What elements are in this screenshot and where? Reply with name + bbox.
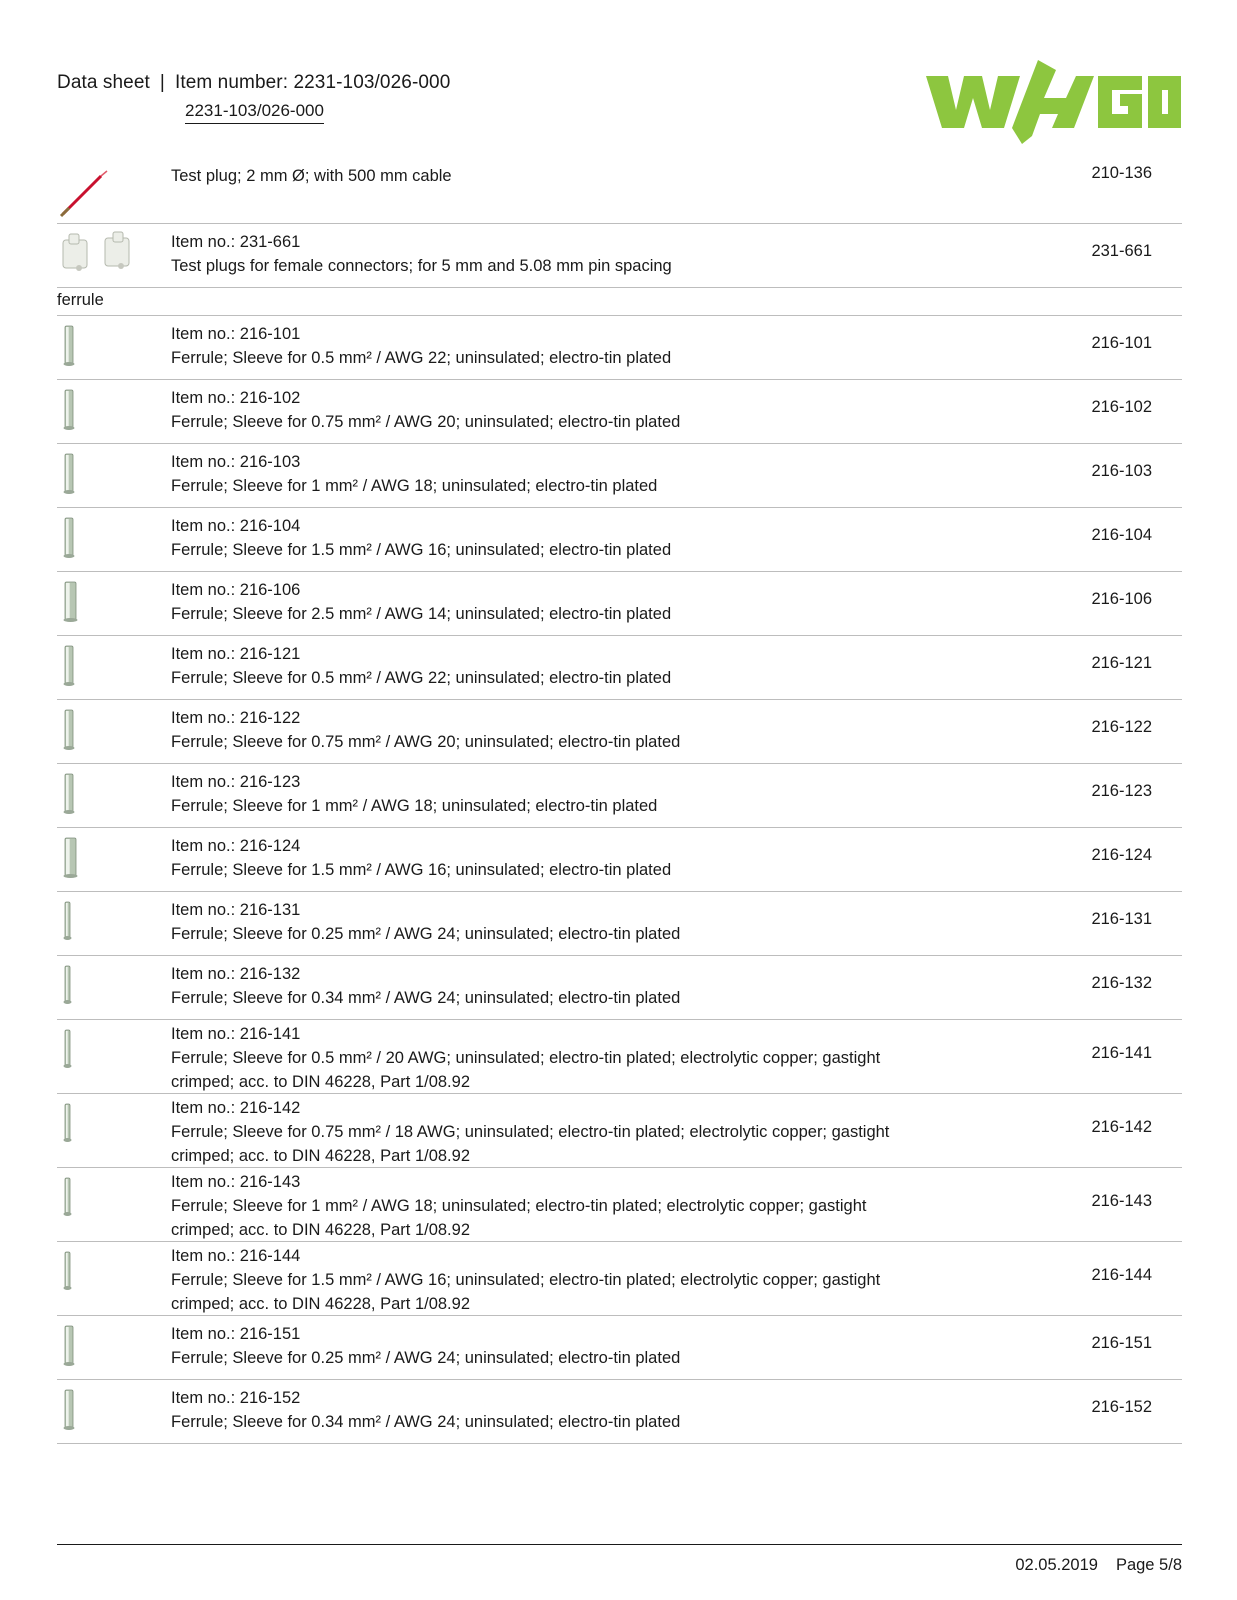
item-code: 216-141 xyxy=(1091,1044,1152,1062)
item-code: 216-123 xyxy=(1091,782,1152,800)
item-description: Ferrule; Sleeve for 1 mm² / AWG 18; uninsulated; electro-tin plated xyxy=(171,477,658,495)
ferrule-icon xyxy=(57,578,167,630)
list-item xyxy=(57,892,1182,956)
item-description-block xyxy=(171,898,931,946)
item-description-block xyxy=(171,1170,931,1242)
list-item xyxy=(57,828,1182,892)
item-description: Ferrule; Sleeve for 0.75 mm² / 18 AWG; uninsulated; electro-tin plated; electrolytic copper; gastight crimped; acc. to DIN 46228, Part 1/08.92 xyxy=(171,1123,890,1165)
footer-date: 02.05.2019 xyxy=(1015,1556,1098,1574)
ferrule-icon xyxy=(57,834,167,886)
list-item xyxy=(57,1316,1182,1380)
ferrule-icon xyxy=(57,962,167,1014)
item-title: Item no.: 216-132 xyxy=(171,965,301,983)
item-description: Ferrule; Sleeve for 0.5 mm² / 20 AWG; uninsulated; electro-tin plated; electrolytic copper; gastight crimped; acc. to DIN 46228, Part 1/08.92 xyxy=(171,1049,881,1091)
item-title: Item no.: 216-144 xyxy=(171,1247,301,1265)
doc-type: Data sheet xyxy=(57,72,150,93)
item-title: Item no.: 216-106 xyxy=(171,581,301,599)
list-item xyxy=(57,380,1182,444)
title-separator: | xyxy=(159,72,165,93)
item-code: 216-102 xyxy=(1091,398,1152,416)
item-code: 216-132 xyxy=(1091,974,1152,992)
ferrule-icon xyxy=(57,322,167,374)
page-title xyxy=(57,72,450,94)
list-item xyxy=(57,1020,1182,1094)
item-code: 216-124 xyxy=(1091,846,1152,864)
ferrule-icon xyxy=(57,1322,167,1374)
item-title: Item no.: 216-131 xyxy=(171,901,301,919)
item-code: 216-121 xyxy=(1091,654,1152,672)
item-description: Ferrule; Sleeve for 0.34 mm² / AWG 24; uninsulated; electro-tin plated xyxy=(171,989,681,1007)
ferrule-icon xyxy=(57,898,167,950)
ferrule-icon xyxy=(57,386,167,438)
item-code: 216-122 xyxy=(1091,718,1152,736)
item-description: Test plug; 2 mm Ø; with 500 mm cable xyxy=(171,167,452,185)
footer-page: Page 5/8 xyxy=(1115,1556,1182,1574)
list-item xyxy=(57,1242,1182,1316)
item-code: 231-661 xyxy=(1091,242,1152,260)
item-number-label: Item number: 2231-103/026-000 xyxy=(174,72,451,93)
item-title: Item no.: 216-101 xyxy=(171,325,301,343)
item-description-block xyxy=(171,578,931,626)
item-description: Ferrule; Sleeve for 1.5 mm² / AWG 16; uninsulated; electro-tin plated xyxy=(171,541,672,559)
item-code: 216-106 xyxy=(1091,590,1152,608)
item-description: Ferrule; Sleeve for 0.25 mm² / AWG 24; uninsulated; electro-tin plated xyxy=(171,925,681,943)
list-item xyxy=(57,1094,1182,1168)
item-description-block xyxy=(171,1386,931,1434)
item-code: 216-101 xyxy=(1091,334,1152,352)
item-description-block xyxy=(171,230,931,278)
item-title: Item no.: 216-141 xyxy=(171,1025,301,1043)
item-code: 216-104 xyxy=(1091,526,1152,544)
item-title: Item no.: 216-103 xyxy=(171,453,301,471)
item-title: Item no.: 216-104 xyxy=(171,517,301,535)
item-description: Ferrule; Sleeve for 0.5 mm² / AWG 22; uninsulated; electro-tin plated xyxy=(171,349,672,367)
list-item xyxy=(57,636,1182,700)
item-description: Test plugs for female connectors; for 5 mm and 5.08 mm pin spacing xyxy=(171,257,672,275)
ferrule-icon xyxy=(57,514,167,566)
item-title: Item no.: 216-123 xyxy=(171,773,301,791)
item-title: Item no.: 216-151 xyxy=(171,1325,301,1343)
item-title: Item no.: 216-102 xyxy=(171,389,301,407)
item-code: 216-131 xyxy=(1091,910,1152,928)
item-code: 216-103 xyxy=(1091,462,1152,480)
item-description-block xyxy=(171,514,931,562)
ferrule-icon xyxy=(57,706,167,758)
red-test-plug-icon xyxy=(57,170,167,222)
item-title: Item no.: 216-152 xyxy=(171,1389,301,1407)
item-description: Ferrule; Sleeve for 0.5 mm² / AWG 22; uninsulated; electro-tin plated xyxy=(171,669,672,687)
item-title: Item no.: 216-143 xyxy=(171,1173,301,1191)
list-item xyxy=(57,508,1182,572)
ferrule-icon xyxy=(57,642,167,694)
item-title: Item no.: 216-142 xyxy=(171,1099,301,1117)
item-description-block xyxy=(171,770,931,818)
item-title: Item no.: 216-122 xyxy=(171,709,301,727)
ferrule-icon xyxy=(57,1100,167,1152)
item-description: Ferrule; Sleeve for 0.34 mm² / AWG 24; uninsulated; electro-tin plated xyxy=(171,1413,681,1431)
item-description: Ferrule; Sleeve for 1.5 mm² / AWG 16; uninsulated; electro-tin plated xyxy=(171,861,672,879)
female-connector-test-plug-icon xyxy=(57,230,167,282)
ferrule-icon xyxy=(57,1174,167,1226)
list-item xyxy=(57,1380,1182,1444)
wago-logo xyxy=(926,58,1181,146)
list-item xyxy=(57,444,1182,508)
item-description-block xyxy=(171,962,931,1010)
item-description: Ferrule; Sleeve for 0.75 mm² / AWG 20; uninsulated; electro-tin plated xyxy=(171,413,681,431)
list-item xyxy=(57,316,1182,380)
list-item xyxy=(57,700,1182,764)
item-description: Ferrule; Sleeve for 0.75 mm² / AWG 20; uninsulated; electro-tin plated xyxy=(171,733,681,751)
item-description-block xyxy=(171,164,931,188)
item-title: Item no.: 216-124 xyxy=(171,837,301,855)
list-item xyxy=(57,164,1182,224)
list-item xyxy=(57,956,1182,1020)
ferrule-icon xyxy=(57,450,167,502)
item-number-link[interactable]: 2231-103/026-000 xyxy=(185,101,324,124)
item-description-block xyxy=(171,322,931,370)
footer-divider xyxy=(57,1544,1182,1545)
item-code: 216-151 xyxy=(1091,1334,1152,1352)
item-code: 210-136 xyxy=(1091,164,1152,182)
page-footer xyxy=(1015,1556,1182,1575)
item-title: Item no.: 216-121 xyxy=(171,645,301,663)
item-description: Ferrule; Sleeve for 1 mm² / AWG 18; uninsulated; electro-tin plated; electrolytic copper; gastight crimped; acc. to DIN 46228, Part 1/08.92 xyxy=(171,1197,867,1239)
item-description-block xyxy=(171,1322,931,1370)
list-item xyxy=(57,224,1182,288)
item-description: Ferrule; Sleeve for 1.5 mm² / AWG 16; uninsulated; electro-tin plated; electrolytic copper; gastight crimped; acc. to DIN 46228, Part 1/08.92 xyxy=(171,1271,881,1313)
item-description-block xyxy=(171,1244,931,1316)
ferrule-icon xyxy=(57,770,167,822)
item-description-block xyxy=(171,642,931,690)
ferrule-icon xyxy=(57,1248,167,1300)
item-title: Item no.: 231-661 xyxy=(171,233,301,251)
item-description-block xyxy=(171,386,931,434)
list-item xyxy=(57,1168,1182,1242)
accessory-list xyxy=(57,164,1182,1444)
item-code: 216-143 xyxy=(1091,1192,1152,1210)
list-item xyxy=(57,764,1182,828)
item-code: 216-142 xyxy=(1091,1118,1152,1136)
list-item xyxy=(57,572,1182,636)
item-description: Ferrule; Sleeve for 0.25 mm² / AWG 24; uninsulated; electro-tin plated xyxy=(171,1349,681,1367)
item-description: Ferrule; Sleeve for 2.5 mm² / AWG 14; uninsulated; electro-tin plated xyxy=(171,605,672,623)
ferrule-icon xyxy=(57,1386,167,1438)
item-description-block xyxy=(171,450,931,498)
section-label-ferrule: ferrule xyxy=(57,288,1182,316)
item-description: Ferrule; Sleeve for 1 mm² / AWG 18; uninsulated; electro-tin plated xyxy=(171,797,658,815)
item-description-block xyxy=(171,706,931,754)
item-code: 216-152 xyxy=(1091,1398,1152,1416)
ferrule-icon xyxy=(57,1026,167,1078)
item-description-block xyxy=(171,834,931,882)
item-description-block xyxy=(171,1022,931,1094)
item-code: 216-144 xyxy=(1091,1266,1152,1284)
item-description-block xyxy=(171,1096,931,1168)
